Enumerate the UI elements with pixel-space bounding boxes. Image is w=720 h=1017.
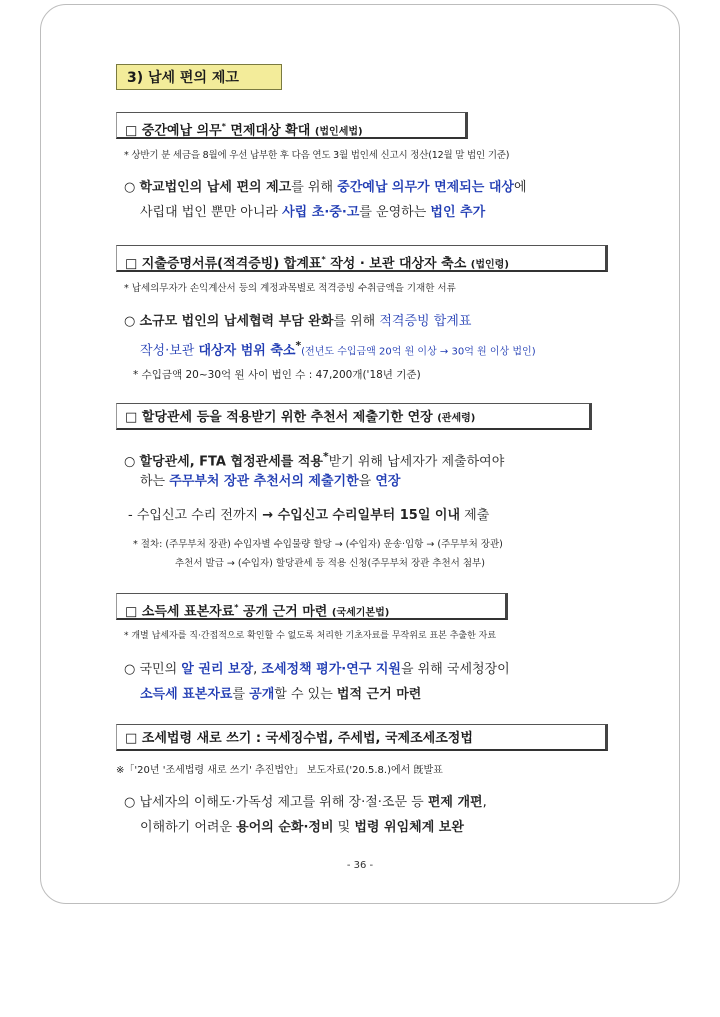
text: ○ 국민의	[124, 662, 182, 677]
highlight-text: 중간예납 의무가 면제되는 대상	[337, 180, 514, 195]
text: 제출	[460, 508, 490, 523]
footnote-mark: *	[295, 339, 302, 352]
text: ,	[482, 795, 487, 810]
footnote-mark: *	[322, 450, 329, 463]
text: 를 위해	[291, 180, 338, 195]
footnote-mark: *	[234, 603, 239, 612]
header-text: 작성 · 보관 대상자 축소	[325, 256, 471, 272]
page-number: - 36 -	[346, 860, 374, 871]
law-tag: (법인세법)	[314, 126, 363, 138]
highlight-text: 알 권리 보장	[181, 662, 254, 677]
header-text: □ 중간예납 의무	[125, 123, 222, 139]
text: 을	[358, 474, 376, 489]
bold-text: 법령 위임체계 보완	[354, 820, 464, 835]
highlight-text: 주무부처 장관 추천서의 제출기한	[169, 474, 359, 489]
text: 에	[514, 180, 527, 195]
bold-text: 할당관세, FTA 협정관세를 적용	[139, 454, 323, 470]
law-tag: (관세령)	[437, 413, 476, 424]
paragraph-line	[140, 815, 464, 841]
bullet: ○	[124, 314, 140, 329]
footnote-mark: *	[221, 122, 226, 131]
text: 받기 위해 납세자가 제출하여야	[328, 454, 505, 470]
header-text: □ 지출증명서류(적격증빙) 합계표	[125, 256, 322, 272]
header-text: 면제대상 확대	[225, 123, 315, 139]
law-tag: (법인령)	[470, 259, 509, 271]
header-text: 공개 근거 마련	[238, 604, 332, 620]
bold-text: 법적 근거 마련	[336, 687, 422, 702]
item-header-expense-receipts	[116, 245, 608, 272]
text: 를 위해	[333, 314, 380, 329]
text: 를 운영하는	[359, 205, 431, 220]
header-text: □ 조세법령 새로 쓰기 : 국세징수법, 주세법, 국제조세조정법	[125, 731, 473, 746]
text: - 수입신고 수리 전까지	[128, 508, 263, 523]
footnote: 추천서 발급 → (수입자) 할당관세 등 적용 신청(주무부처 장관 추천서 첨부)	[175, 558, 485, 569]
footnote: * 수입금액 20~30억 원 사이 법인 수 : 47,200개('18년 기준)	[133, 369, 421, 381]
highlight-text: 조세정책 평가·연구 지원	[261, 662, 401, 677]
paragraph-line	[124, 790, 487, 816]
item-header-interim-prepayment	[116, 112, 468, 139]
footnote-mark: *	[321, 255, 326, 264]
paragraph-line	[124, 175, 527, 201]
paragraph-line	[128, 503, 489, 529]
paragraph-line	[140, 682, 421, 708]
text: 사립대 법인 뿐만 아니라	[140, 205, 283, 220]
bold-text: 용어의 순화·정비	[236, 820, 334, 835]
highlight-text: 적격증빙 합계표	[379, 314, 472, 329]
highlight-text: 공개	[249, 687, 275, 702]
law-tag: (국세기본법)	[331, 607, 390, 619]
footnote: * 납세의무자가 손익계산서 등의 계정과목별로 적격증빙 수취금액을 기재한 서류	[124, 283, 456, 294]
text: ○ 납세자의 이해도·가독성 제고를 위해 장·절·조문 등	[124, 795, 428, 810]
footnote: ※「'20년 '조세법령 새로 쓰기' 추진법안」 보도자료('20.5.8.)에서 旣발표	[116, 765, 443, 776]
paragraph-line	[140, 469, 400, 495]
highlight-text: 소득세 표본자료	[140, 687, 233, 702]
highlight-text: 사립 초·중·고	[282, 205, 360, 220]
text: 할 수 있는	[274, 687, 337, 702]
footnote: * 개별 납세자를 직·간접적으로 확인할 수 없도록 처리한 기초자료를 무작위로 표본 추출한 자료	[124, 631, 497, 641]
section-title: 3) 납세 편의 제고	[116, 64, 282, 90]
text: 를	[232, 687, 250, 702]
bold-text: 편제 개편	[427, 795, 483, 810]
item-header-allocation-tariff	[116, 403, 592, 430]
bullet: ○	[124, 180, 140, 195]
item-header-tax-law-rewrite	[116, 724, 608, 751]
text: ,	[253, 662, 262, 677]
footnote: * 상반기 분 세금을 8월에 우선 납부한 후 다음 연도 3월 법인세 신고시 정산(12월 말 법인 기준)	[124, 150, 510, 161]
text: 을 위해 국세청장이	[400, 662, 510, 677]
bold-text: → 수입신고 수리일부터 15일 이내	[262, 508, 461, 523]
highlight-text: 연장	[375, 474, 401, 489]
text: 및	[333, 820, 355, 835]
highlight-text: (전년도 수입금액 20억 원 이상 → 30억 원 이상 법인)	[301, 346, 536, 358]
paragraph-line	[124, 309, 471, 335]
paragraph-line	[140, 200, 485, 226]
bold-text: 소규모 법인의 납세협력 부담 완화	[139, 314, 334, 329]
bold-text: 학교법인의 납세 편의 제고	[139, 180, 292, 195]
bullet: ○	[124, 454, 140, 470]
header-text: □ 할당관세 등을 적용받기 위한 추천서 제출기한 연장	[125, 410, 438, 425]
paragraph-line	[140, 333, 536, 365]
paragraph-line	[124, 657, 510, 683]
highlight-text: 대상자 범위 축소	[198, 343, 296, 359]
highlight-text: 법인 추가	[430, 205, 486, 220]
footnote: * 절차: (주무부처 장관) 수입자별 수입물량 할당 → (수입자) 운송·입항 → (주무부처 장관)	[133, 539, 503, 550]
text: 이해하기 어려운	[140, 820, 237, 835]
highlight-text: 작성·보관	[140, 343, 199, 359]
header-text: □ 소득세 표본자료	[125, 604, 235, 620]
item-header-income-tax-sample	[116, 593, 508, 620]
text: 하는	[140, 474, 170, 489]
